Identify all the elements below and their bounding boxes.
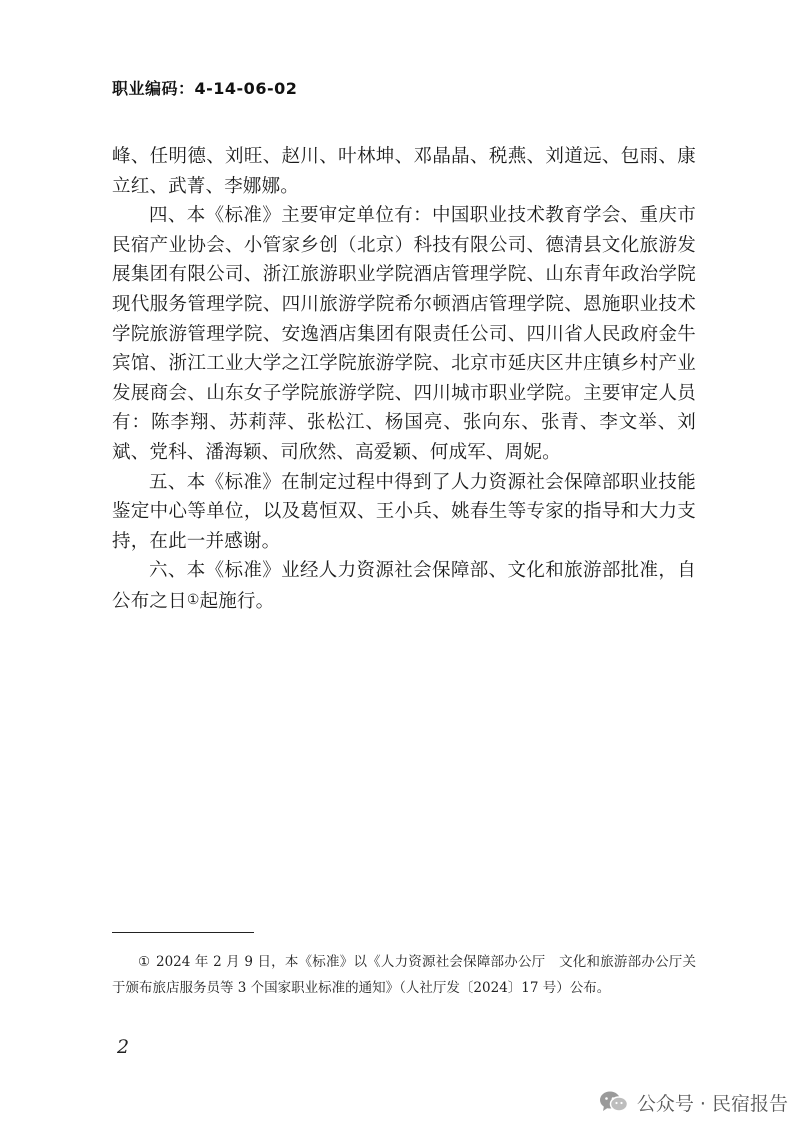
watermark-text: 公众号 · 民宿报告 bbox=[636, 1092, 788, 1115]
footnote bbox=[112, 949, 696, 1001]
footnote-reference[interactable]: ① bbox=[186, 591, 200, 608]
footnote-divider bbox=[112, 932, 254, 933]
footnote-text: 2024 年 2 月 9 日，本《标准》以《人力资源社会保障部办公厅 文化和旅游部办公厅关于颁布旅店服务员等 3 个国家职业标准的通知》（人社厅发〔2024〕17 号）公布。 bbox=[112, 954, 696, 996]
paragraph-review-units: 四、本《标准》主要审定单位有：中国职业技术教育学会、重庆市民宿产业协会、小管家乡创（北京）科技有限公司、德清县文化旅游发展集团有限公司、浙江旅游职业学院酒店管理学院、山东青年政治学院现代服务管理学院、四川旅游学院希尔顿酒店管理学院、恩施职业技术学院旅游管理学院、安逸酒店集团有限责任公司、四川省人民政府金牛宾馆、浙江工业大学之江学院旅游学院、北京市延庆区井庄镇乡村产业发展商会、山东女子学院旅游学院、四川城市职业学院。主要审定人员有：陈李翔、苏莉萍、张松江、杨国亮、张向东、张青、李文举、刘斌、党科、潘海颖、司欣然、高爱颖、何成军、周妮。 bbox=[112, 205, 696, 463]
body-text bbox=[112, 142, 696, 617]
paragraph-effective-date bbox=[112, 556, 696, 616]
watermark bbox=[599, 1088, 788, 1116]
paragraph-acknowledgement: 五、本《标准》在制定过程中得到了人力资源社会保障部职业技能鉴定中心等单位，以及葛恒双、王小兵、姚春生等专家的指导和大力支持，在此一并感谢。 bbox=[112, 471, 696, 552]
paragraph-reviewers-continued: 峰、任明德、刘旺、赵川、叶林坤、邓晶晶、税燕、刘道远、包雨、康立红、武菁、李娜娜。 bbox=[112, 146, 696, 197]
page-number: 2 bbox=[117, 1036, 130, 1058]
wechat-icon bbox=[599, 1090, 629, 1114]
occupation-code-header: 职业编码：4-14-06-02 bbox=[112, 79, 298, 98]
effective-text-after: 起施行。 bbox=[199, 590, 275, 612]
effective-text-before: 六、本《标准》业经人力资源社会保障部、文化和旅游部批准，自公布之日 bbox=[112, 560, 696, 612]
footnote-mark: ① bbox=[138, 954, 151, 970]
